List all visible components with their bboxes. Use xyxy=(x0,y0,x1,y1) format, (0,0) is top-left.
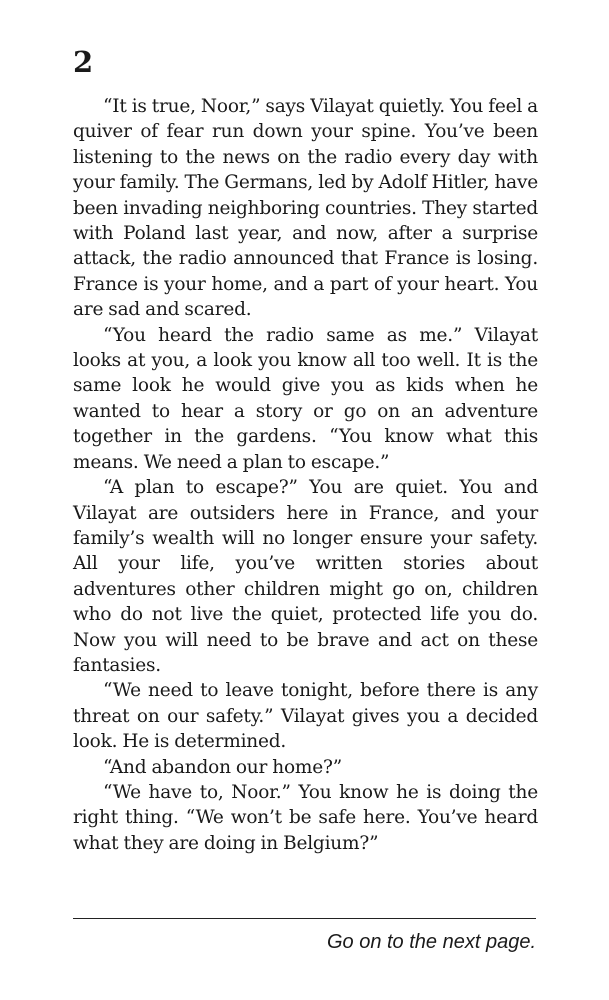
paragraph: “We need to leave tonight, before there is any threat on our safety.” Vilayat gives you a decided look. He is determined. xyxy=(73,680,538,753)
footer-note: Go on to the next page. xyxy=(326,931,536,953)
paragraph: “We have to, Noor.” You know he is doing the right thing. “We won’t be safe here. You’ve heard what they are doing in Belgium?” xyxy=(73,781,538,854)
paragraph: “A plan to escape?” You are quiet. You and Vilayat are outsiders here in France, and your family’s wealth will no longer ensure your safety. All your life, you’ve written stories about adventures other children might go on, children who do not live the quiet, protected life you do. Now you will need to be brave and act on these fantasies. xyxy=(73,477,538,676)
paragraph: “And abandon our home?” xyxy=(103,756,342,778)
story-text xyxy=(73,94,538,856)
footer-divider xyxy=(73,918,536,919)
page-number: 2 xyxy=(73,45,94,79)
paragraph: “It is true, Noor,” says Vilayat quietly. You feel a quiver of fear run down your spine. You’ve been listening to the news on the radio every day with your family. The Germans, led by Adolf Hitler, have been invading neighboring countries. They started with Poland last year, and now, after a surprise attack, the radio announced that France is losing. France is your home, and a part of your heart. You are sad and scared. xyxy=(73,96,538,321)
paragraph: “You heard the radio same as me.” Vilayat looks at you, a look you know all too well. It is the same look he would give you as kids when he wanted to hear a story or go on an adventure together in the gardens. “You know what this means. We need a plan to escape.” xyxy=(73,324,538,473)
